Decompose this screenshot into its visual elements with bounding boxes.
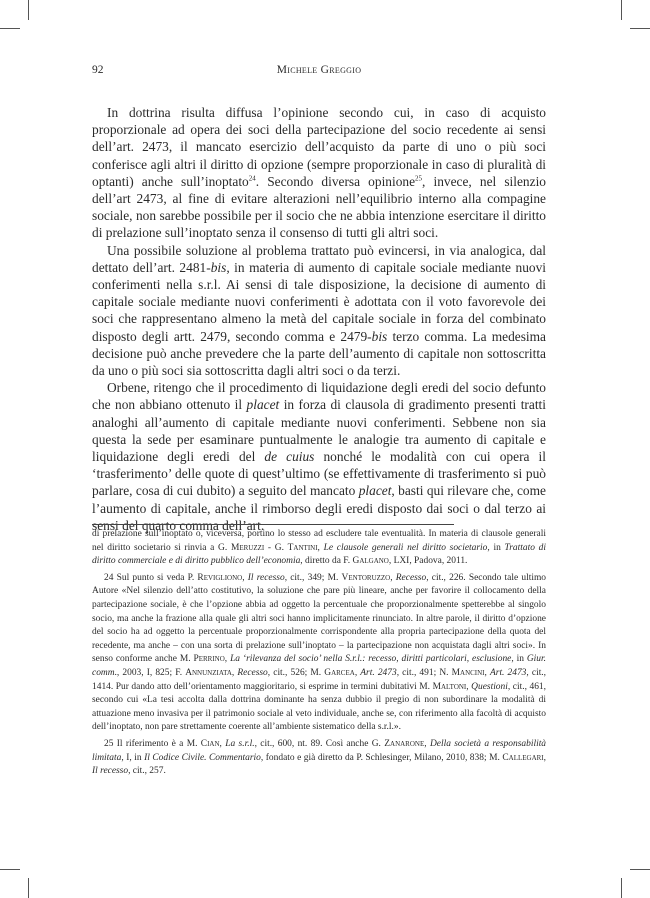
author-name: Michele Greggio <box>276 64 362 76</box>
italic-term: de cuius <box>264 449 315 465</box>
text-run: , <box>466 681 472 692</box>
author-name: Zanarone <box>384 738 425 749</box>
work-title: Il recesso <box>92 766 129 777</box>
text-run: , fondato e già diretto da P. Schlesinger, Milano, 2010, 838; M. <box>260 752 503 763</box>
footnote-continuation <box>92 528 546 569</box>
footnote-number: 24 <box>104 572 114 583</box>
text-run: , <box>317 542 324 553</box>
text-run: di prelazione sull’inoptato o, viceversa, portino lo stesso ad escludere tale eventualità. In materia di clausole generali nel diritto societario si rinvia a G. <box>92 529 546 553</box>
paragraph-3 <box>92 379 546 534</box>
text-run: . Secondo diversa opinione <box>255 173 416 189</box>
text-run: , <box>242 572 248 583</box>
work-title: Trattato di diritto commerciale e di diritto pubblico dell’economia <box>92 542 546 567</box>
text-run: , LXI, Padova, 2011. <box>388 556 468 567</box>
crop-mark <box>621 0 622 20</box>
work-title: Recesso <box>237 667 268 678</box>
text-run: , cit., 600, nt. 89. Così anche G. <box>254 738 385 749</box>
text-run: , invece, nel silenzio dell’art 2473, al fine di evitare alterazioni nell’equilibrio interno alla compagine sociale, non sarebbe possibile per il socio che ne abbia intenzione esercitare il diritto di prelazione sull’inoptato senza il consenso di tutti gli altri soci. <box>92 173 546 241</box>
text-run: , cit., 1414. Pur dando atto dell’orientamento maggioritario, si esprime in termini dubitativi M. <box>92 667 547 692</box>
paragraph-1 <box>92 104 546 242</box>
italic-term: bis <box>371 328 388 344</box>
footnote-ref-25[interactable]: 25 <box>415 174 423 183</box>
crop-mark <box>630 28 650 29</box>
main-text <box>92 104 546 534</box>
work-title: La ‘rilevanza del socio’ nella S.r.l.: recesso, diritti particolari, esclusione <box>230 654 512 665</box>
text-run: In dottrina risulta diffusa l’opinione secondo cui, in caso di acquisto proporzionale ad opera dei soci della partecipazione del socio recedente ai sensi dell’art. 2473, il mancato esercizio dell’acquisto da parte di uno o più soci conferisce agli altri il diritto di opzione (sempre proporzionale in caso di pluralità di optanti) anche sull’inoptato <box>92 105 546 189</box>
author-name: Callegari <box>502 752 544 763</box>
text-run: in forza di clausola di gradimento presenti tratti analoghi all’aumento di capitale mediante nuovi conferimenti. Sebbene non sia questa la sede per esaminare puntualmente le analogie tra aumento di capitale e liquidazione degli eredi del <box>92 397 546 465</box>
text-run: , <box>231 667 238 678</box>
text-run: , <box>354 667 361 678</box>
work-title: Art. 2473 <box>490 667 527 678</box>
text-run: Il riferimento è a M. <box>113 738 201 749</box>
text-run: , <box>219 738 226 749</box>
italic-term: bis <box>210 259 227 275</box>
author-name: Meruzzi <box>230 542 265 553</box>
text-run: , cit., 349; M. <box>284 572 342 583</box>
author-name: Maltoni <box>432 681 467 692</box>
text-run: , <box>543 752 546 763</box>
text-run: , cit., 526; M. <box>267 667 325 678</box>
text-run: , in <box>511 654 527 665</box>
running-header <box>92 64 546 80</box>
author-name: Tantini <box>287 542 318 553</box>
footnote-number: 25 <box>104 738 114 749</box>
work-title: Recesso <box>395 572 427 583</box>
text-run: , cit., 257. <box>128 766 166 777</box>
text-run: , in <box>487 542 505 553</box>
work-title: La s.r.l. <box>225 738 255 749</box>
author-name: Galgano <box>352 556 389 567</box>
text-run: terzo comma. La medesima decisione può anche prevedere che la parte dell’aumento di capitale non sottoscritta da uno o più soci sia sottoscritta dagli altri soci o da terzi. <box>92 328 546 379</box>
crop-mark <box>621 878 622 898</box>
author-name: Garcea <box>324 667 355 678</box>
crop-mark <box>28 0 29 20</box>
author-name: Perrino <box>193 654 225 665</box>
text-run: , <box>390 572 396 583</box>
text-run: Orbene, ritengo che il procedimento di liquidazione degli eredi del socio defunto che non abbiano ottenuto il <box>92 380 546 413</box>
text-run: , in materia di aumento di capitale sociale mediante nuovi conferimenti nella s.r.l. Ai sensi di tale disposizione, la decisione di aumento di capitale sociale mediante nuovi conferimenti è adottata con il voto favorevole dei soci che rappresentano almeno la metà del capitale sociale in forza del combinato disposto degli artt. 2479, secondo comma e 2479- <box>92 259 546 344</box>
text-run: Una possibile soluzione al problema trattato può evincersi, in via analogica, dal dettato dell’art. 2481- <box>92 242 546 275</box>
work-title: Il Codice Civile. Commentario <box>144 752 261 763</box>
author-name: Annunziata <box>185 667 232 678</box>
author-name: Revigliono <box>197 572 243 583</box>
footnotes <box>92 528 546 782</box>
work-title: Le clausole generali nel diritto societario <box>323 542 488 553</box>
crop-mark <box>630 869 650 870</box>
footnote-separator <box>92 524 454 525</box>
text-run: , <box>484 667 490 678</box>
work-title: Della società a responsabilità limitata <box>92 738 547 763</box>
paragraph-2 <box>92 242 546 380</box>
text-run: , cit., 491; N. <box>396 667 452 678</box>
crop-mark <box>0 869 20 870</box>
text-run: , basti qui rilevare che, come l’aumento di capitale, anche il rimborso degli eredi disposto dai soci o dal terzo ai sensi del quarto comma dell’art. <box>92 483 546 533</box>
italic-term: placet <box>246 397 280 413</box>
text-run: , cit., 226. Secondo tale ultimo Autore «Nel silenzio dell’atto costitutivo, la soluzione che pare più lineare, anche per favorire il collocamento della partecipazione sociale, è che l’opzione abbia ad oggetto la percentuale che proporzionalmente spetterebbe al singolo socio, ma anche la frazione alla quale gli altri soci hanno implicitamente rinunciato. In altre parole, il diritto d’opzione del socio ha ad oggetto la percentuale proporzionalmente corrispondente alla propria partecipazione della quota del recedente, ma anche – con una sorta di prelazione sull’inoptato – la partecipazione non acquistata dagli altri soci». In senso conforme anche M. <box>92 572 547 665</box>
author-name: Cian <box>200 738 220 749</box>
text-run: , <box>424 738 430 749</box>
italic-term: placet <box>358 483 392 499</box>
crop-mark <box>0 28 20 29</box>
text-run: Sul punto si veda P. <box>113 572 198 583</box>
page-number: 92 <box>92 64 104 76</box>
work-title: Art. 2473 <box>360 667 397 678</box>
work-title: Questioni <box>471 681 508 692</box>
work-title: Il recesso <box>247 572 285 583</box>
crop-mark <box>28 878 29 898</box>
footnote-24 <box>92 572 546 735</box>
footnote-25 <box>92 738 546 779</box>
text-run: , <box>224 654 231 665</box>
text-run: , diretto da F. <box>300 556 353 567</box>
text-run: , I, in <box>121 752 145 763</box>
footnote-ref-24[interactable]: 24 <box>248 174 256 183</box>
work-title: Giur. comm <box>92 654 547 678</box>
text-run: ., 2003, I, 825; F. <box>114 667 186 678</box>
author-name: Ventoruzzo <box>341 572 391 583</box>
text-run: - G. <box>264 542 288 553</box>
text-run: , cit., 461, secondo cui «La tesi accolta dalla dottrina dominante ha senza dubbio il pregio di non subordinare la modalità di attuazione meno invasiva per il patrimonio sociale al veto individuale, anche se, con riferimento alla facoltà di acquisto dell’inoptato, non pare strettamente coerente all’ambiente sistematico della s.r.l.». <box>92 681 546 733</box>
text-run: nonché le modalità con cui opera il ‘trasferimento’ delle quote di quest’ultimo (se effettivamente di trasferimento si può parlare, cosa di cui dubito) a seguito del mancato <box>92 449 546 499</box>
running-head-author <box>92 64 546 76</box>
author-name: Mancini <box>451 667 485 678</box>
